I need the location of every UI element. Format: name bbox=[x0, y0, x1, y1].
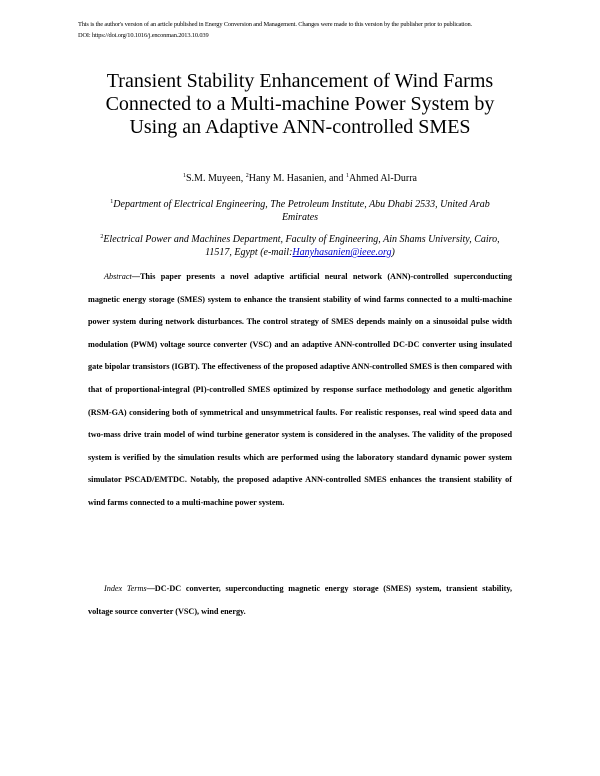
author-2-name: Hany M. Hasanien, and bbox=[248, 173, 346, 184]
affiliation-1 bbox=[92, 196, 508, 224]
index-terms-body: —DC-DC converter, superconducting magnetic energy storage (SMES) system, transient stability, voltage source converter (VSC), wind energy. bbox=[88, 584, 513, 616]
author-3-mark: 1 bbox=[345, 173, 349, 179]
affiliation-2-mark: 2 bbox=[100, 234, 104, 240]
affiliation-2 bbox=[92, 231, 508, 259]
abstract bbox=[88, 266, 512, 515]
author-1-name: S.M. Muyeen, bbox=[186, 173, 246, 184]
author-list bbox=[40, 169, 560, 186]
title-line-2: Connected to a Multi-machine Power System by bbox=[105, 93, 495, 115]
publication-notice-text: This is the author's version of an article published in Energy Conversion and Management. Changes were made to this version by the publisher prior to publication. bbox=[78, 21, 472, 28]
affiliation-1-mark: 1 bbox=[110, 199, 114, 205]
author-1-mark: 1 bbox=[183, 173, 186, 179]
abstract-heading: Abstract bbox=[104, 272, 132, 281]
index-terms-heading: Index Terms bbox=[104, 584, 147, 593]
affiliation-2-close: ) bbox=[391, 247, 395, 258]
affiliation-1-text: Department of Electrical Engineering, The Petroleum Institute, Abu Dhabi 2533, United Arab Emirates bbox=[113, 199, 490, 223]
author-email-link[interactable]: Hanyhasanien@ieee.org bbox=[292, 247, 392, 258]
index-terms bbox=[88, 578, 512, 623]
title-line-1: Transient Stability Enhancement of Wind Farms bbox=[106, 70, 494, 92]
abstract-body: —This paper presents a novel adaptive artificial neural network (ANN)-controlled superconducting magnetic energy storage (SMES) system to enhance the transient stability of wind farms connected to a multi-machine power system during network disturbances. The control strategy of SMES depends mainly on a sinusoidal pulse width modulation (PWM) voltage source converter (VSC) and an adaptive ANN-controlled DC-DC converter using insulated gate bipolar transistors (IGBT). The effectiveness of the proposed adaptive ANN-controlled SMES is then compared with that of proportional-integral (PI)-controlled SMES optimized by response surface methodology and genetic algorithm (RSM-GA) considering both of symmetrical and unsymmetrical faults. For realistic responses, real wind speed data and two-mass drive train model of wind turbine generator system is considered in the analyses. The validity of the proposed system is verified by the simulation results which are performed using the laboratory standard dynamic power system simulator PSCAD/EMTDC. Notably, the proposed adaptive ANN-controlled SMES enhances the transient stability of wind farms connected to a multi-machine power system. bbox=[88, 272, 512, 507]
paper-title bbox=[40, 70, 560, 139]
author-2-mark: 2 bbox=[245, 173, 249, 179]
title-line-3: Using an Adaptive ANN-controlled SMES bbox=[129, 116, 471, 138]
affiliation-2-text: Electrical Power and Machines Department, Faculty of Engineering, Ain Shams University, Cairo, 11517, Egypt (e-mail: bbox=[103, 234, 500, 258]
doi-text: DOI: https://doi.org/10.1016/j.enconman.2013.10.039 bbox=[78, 32, 209, 39]
publication-notice bbox=[78, 19, 578, 41]
author-3-name: Ahmed Al-Durra bbox=[348, 173, 417, 184]
